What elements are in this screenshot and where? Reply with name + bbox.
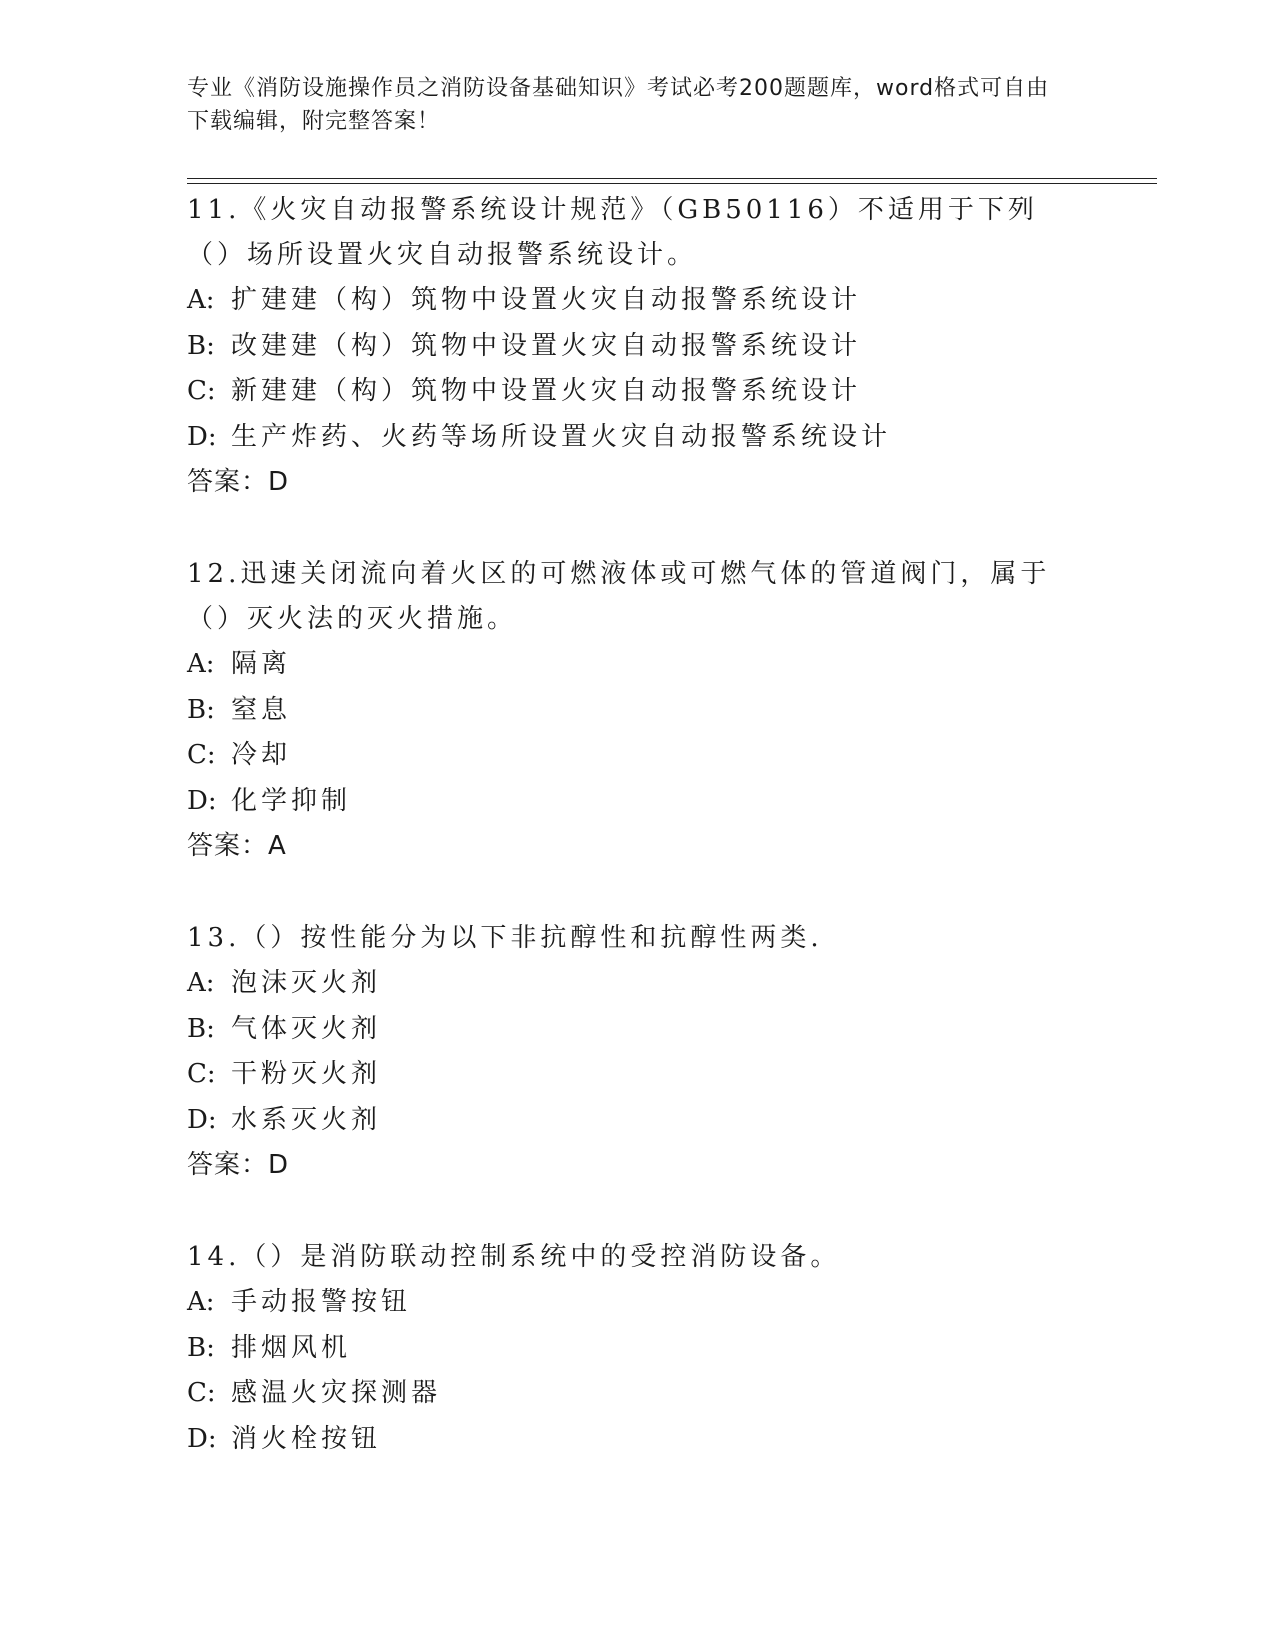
question-14	[187, 1235, 1067, 1462]
option-a	[187, 961, 1067, 1007]
option-text: 感温火灾探测器	[231, 1378, 442, 1408]
option-letter: B:	[187, 694, 215, 725]
question-stem: 12.迅速关闭流向着火区的可燃液体或可燃气体的管道阀门，属于（）灭火法的灭火措施。	[187, 559, 1051, 634]
option-letter: C:	[187, 740, 216, 770]
option-text: 气体灭火剂	[231, 1013, 382, 1044]
option-d	[187, 1417, 1067, 1463]
option-letter: A:	[187, 1287, 215, 1317]
option-a	[187, 1280, 1067, 1326]
option-c	[187, 1052, 1067, 1098]
option-b	[187, 1326, 1067, 1372]
option-text: 新建建（构）筑物中设置火灾自动报警系统设计	[231, 376, 862, 406]
option-b	[187, 324, 1067, 370]
question-stem: 14.（）是消防联动控制系统中的受控消防设备。	[187, 1242, 841, 1272]
option-text: 手动报警按钮	[231, 1287, 412, 1317]
answer-line: 答案：A	[187, 831, 287, 861]
option-letter: A:	[187, 649, 215, 679]
option-letter: C:	[187, 1059, 216, 1089]
header-divider-top	[187, 178, 1157, 179]
option-letter: B:	[187, 330, 215, 361]
option-b	[187, 688, 1067, 734]
question-11	[187, 188, 1067, 505]
option-letter: D:	[187, 1423, 217, 1454]
option-c	[187, 369, 1067, 415]
option-text: 排烟风机	[231, 1332, 352, 1363]
answer-line: 答案：D	[187, 467, 290, 497]
option-letter: C:	[187, 376, 216, 406]
option-c	[187, 733, 1067, 779]
question-13	[187, 916, 1067, 1188]
option-text: 泡沫灭火剂	[231, 968, 382, 998]
option-letter: A:	[187, 968, 215, 998]
option-text: 冷却	[231, 740, 292, 770]
option-b	[187, 1007, 1067, 1053]
option-text: 生产炸药、火药等场所设置火灾自动报警系统设计	[231, 421, 892, 452]
option-d	[187, 1098, 1067, 1144]
option-a	[187, 642, 1067, 688]
option-text: 化学抑制	[231, 785, 352, 816]
option-c	[187, 1371, 1067, 1417]
document-header: 专业《消防设施操作员之消防设备基础知识》考试必考200题题库，word格式可自由下载编辑，附完整答案！	[187, 76, 1050, 134]
option-text: 改建建（构）筑物中设置火灾自动报警系统设计	[231, 330, 862, 361]
option-text: 水系灭火剂	[231, 1104, 382, 1135]
option-text: 干粉灭火剂	[231, 1059, 382, 1089]
option-a	[187, 278, 1067, 324]
option-text: 窒息	[231, 694, 292, 725]
question-stem: 13.（）按性能分为以下非抗醇性和抗醇性两类.	[187, 923, 823, 953]
option-text: 消火栓按钮	[231, 1423, 382, 1454]
header-divider-bottom	[187, 183, 1157, 184]
option-d	[187, 779, 1067, 825]
option-letter: D:	[187, 785, 217, 816]
question-12	[187, 552, 1067, 869]
option-letter: B:	[187, 1332, 215, 1363]
option-d	[187, 415, 1067, 461]
option-letter: D:	[187, 421, 217, 452]
option-letter: A:	[187, 285, 215, 315]
option-letter: C:	[187, 1378, 216, 1408]
option-letter: B:	[187, 1013, 215, 1044]
option-letter: D:	[187, 1104, 217, 1135]
option-text: 隔离	[231, 649, 292, 679]
question-stem: 11.《火灾自动报警系统设计规范》（GB50116）不适用于下列（）场所设置火灾自动报警系统设计。	[187, 195, 1038, 270]
option-text: 扩建建（构）筑物中设置火灾自动报警系统设计	[231, 285, 862, 315]
answer-line: 答案：D	[187, 1150, 290, 1180]
